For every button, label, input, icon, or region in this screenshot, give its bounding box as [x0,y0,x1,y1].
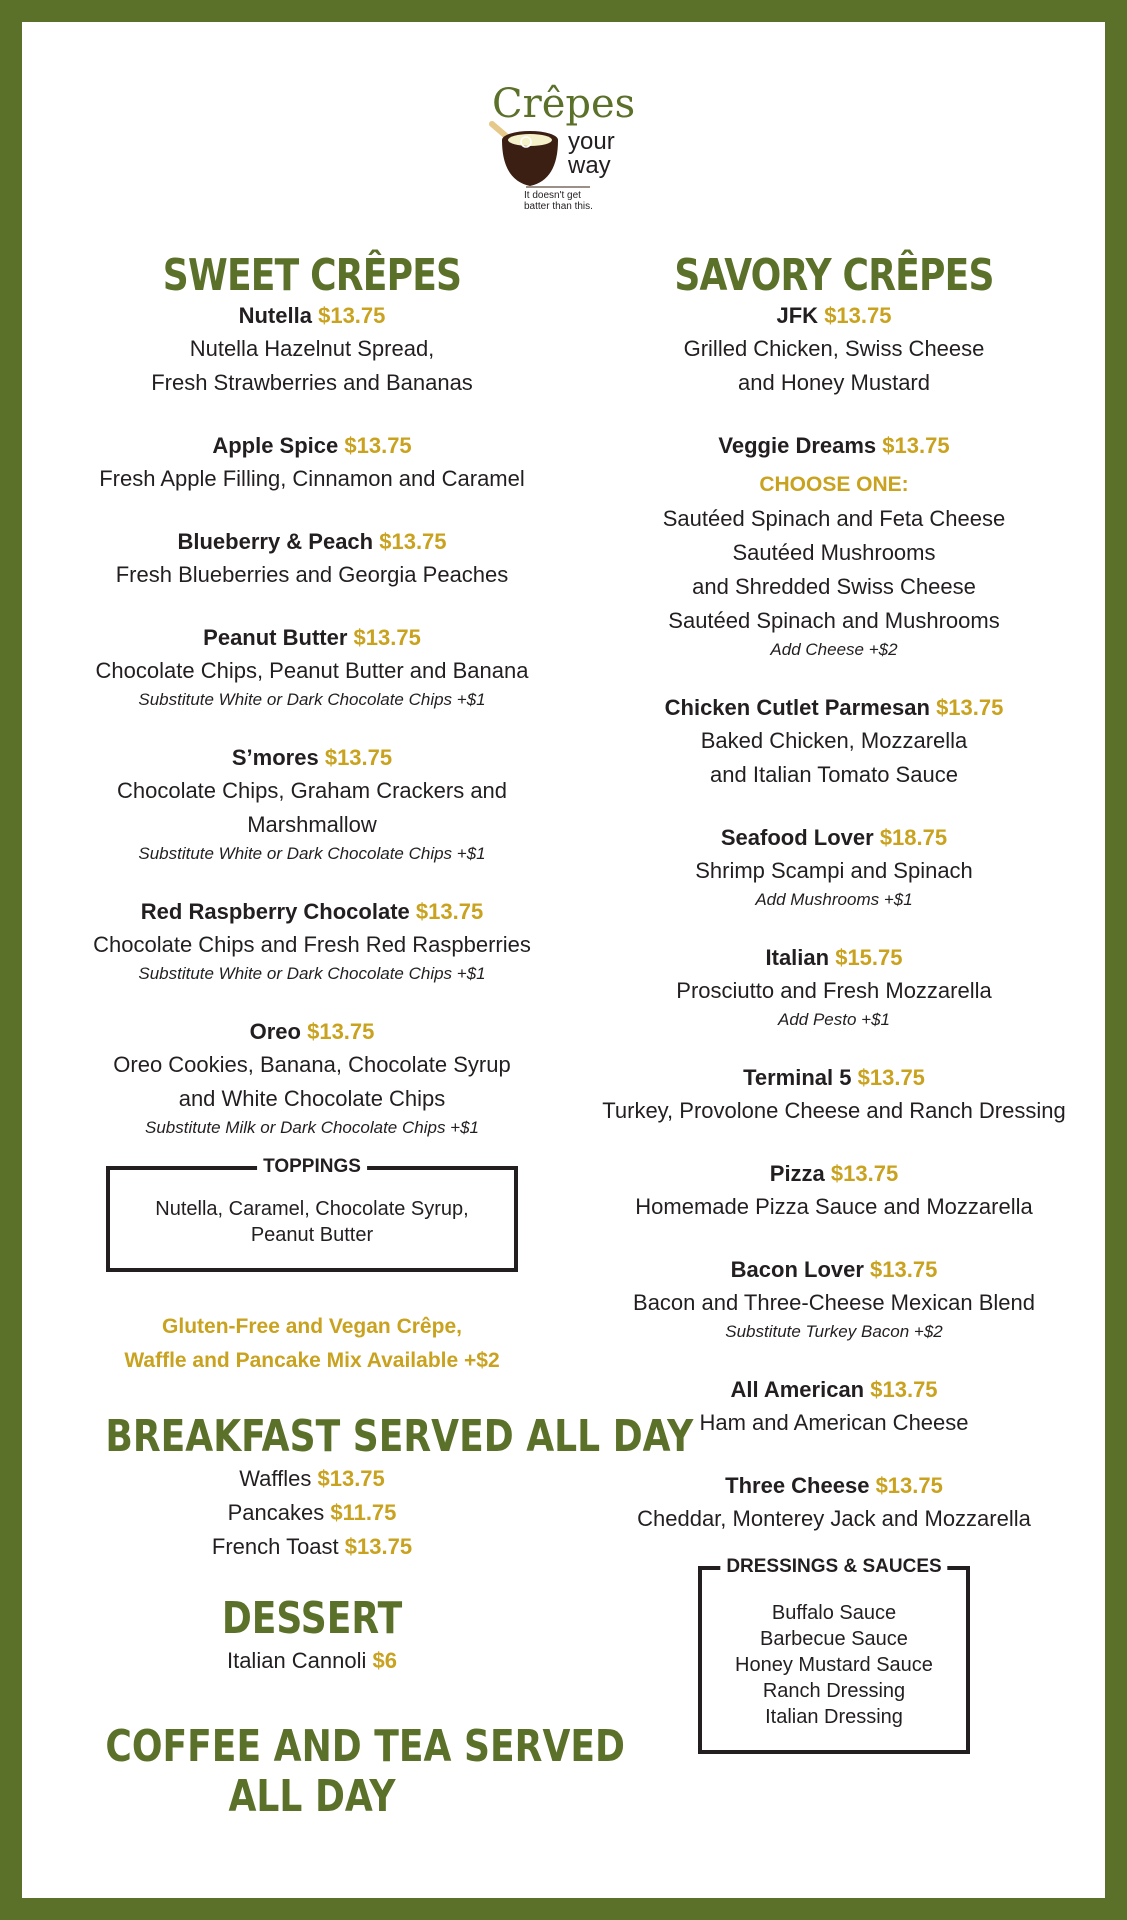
item-desc: Oreo Cookies, Banana, Chocolate Syrup [113,1052,511,1077]
item-price: $13.75 [353,625,421,650]
sweet-title: SWEET CRÊPES [162,250,462,301]
item-desc: Grilled Chicken, Swiss Cheese [683,336,985,361]
item-name: Seafood Lover [720,825,874,850]
menu-item [60,742,564,866]
menu-item [584,1158,1084,1224]
menu-item [584,430,1084,662]
item-price: $11.75 [330,1500,397,1525]
item-name: S’mores [231,745,319,770]
item-note: Substitute White or Dark Chocolate Chips +$1 [138,844,486,863]
item-option: and Shredded Swiss Cheese [692,574,976,599]
item-price: $13.75 [307,1019,375,1044]
item-name: Red Raspberry Chocolate [140,899,410,924]
item-name: Oreo [249,1019,301,1044]
menu-item [584,1254,1084,1344]
item-option: Sautéed Spinach and Feta Cheese [662,506,1006,531]
item-price: $13.75 [379,529,447,554]
menu-item [584,692,1084,792]
toppings-title: TOPPINGS [257,1156,367,1178]
menu-item [584,1470,1084,1536]
toppings-line: Peanut Butter [250,1224,374,1246]
item-option: Sautéed Spinach and Mushrooms [668,608,1000,633]
item-desc: and White Chocolate Chips [178,1086,446,1111]
menu-item [60,896,564,986]
dessert-item [60,1644,564,1678]
item-desc: Ham and American Cheese [699,1410,969,1435]
item-price: $13.75 [415,899,484,924]
menu-page [22,22,1105,1898]
item-desc: Nutella Hazelnut Spread, [189,336,435,361]
item-note: Add Mushrooms +$1 [755,890,913,909]
logo-tagline-1: It doesn't get [524,190,581,201]
item-price: $13.75 [882,433,950,458]
item-desc: Baked Chicken, Mozzarella [700,728,968,753]
menu-item [584,300,1084,400]
dressings-box [698,1556,970,1754]
dessert-title: DESSERT [221,1593,403,1644]
menu-item [60,430,564,496]
item-name: Italian Cannoli [226,1648,367,1673]
dressing-item: Honey Mustard Sauce [735,1654,933,1676]
item-price: $13.75 [875,1473,943,1498]
dressings-title: DRESSINGS & SAUCES [720,1556,947,1578]
item-desc: Fresh Strawberries and Bananas [151,370,473,395]
item-desc: Bacon and Three-Cheese Mexican Blend [633,1290,1035,1315]
choose-one-label: CHOOSE ONE: [759,473,909,496]
dressing-item: Ranch Dressing [762,1680,906,1702]
item-name: Pancakes [227,1500,325,1525]
item-note: Substitute White or Dark Chocolate Chips +$1 [138,964,486,983]
menu-item [60,526,564,592]
logo-tagline-2: batter than this. [524,201,593,212]
item-price: $15.75 [835,945,903,970]
menu-item [60,622,564,712]
menu-item [584,822,1084,912]
item-desc: and Honey Mustard [738,370,930,395]
item-name: Pizza [769,1161,825,1186]
item-desc: Homemade Pizza Sauce and Mozzarella [635,1194,1033,1219]
toppings-line: Nutella, Caramel, Chocolate Syrup, [155,1198,469,1220]
item-name: Peanut Butter [203,625,348,650]
item-name: Three Cheese [725,1473,870,1498]
item-price: $18.75 [879,825,948,850]
item-name: Italian [765,945,830,970]
item-name: Waffles [239,1466,312,1491]
dressing-item: Buffalo Sauce [771,1602,897,1624]
item-price: $13.75 [344,433,412,458]
item-price: $13.75 [824,303,892,328]
item-name: Veggie Dreams [718,433,877,458]
menu-item [584,1062,1084,1128]
breakfast-title: BREAKFAST SERVED ALL DAY [105,1411,694,1462]
item-price: $13.75 [857,1065,925,1090]
item-desc: Chocolate Chips and Fresh Red Raspberries [93,932,531,957]
item-desc: Chocolate Chips, Peanut Butter and Banana [95,658,529,683]
item-price: $13.75 [317,1466,385,1491]
right-column [584,252,1084,1754]
item-price: $6 [372,1648,398,1673]
savory-title: SAVORY CRÊPES [674,250,994,301]
gluten-free-note [60,1310,564,1378]
menu-item [60,300,564,400]
item-name: All American [730,1377,865,1402]
item-price: $13.75 [324,745,393,770]
item-note: Add Cheese +$2 [770,640,898,659]
logo-your: your [568,128,615,155]
breakfast-item [60,1496,564,1530]
item-name: Chicken Cutlet Parmesan [664,695,930,720]
item-price: $13.75 [936,695,1004,720]
item-option: Sautéed Mushrooms [732,540,936,565]
logo-way: way [568,152,611,179]
menu-item [584,1374,1084,1440]
item-desc: and Italian Tomato Sauce [710,762,958,787]
item-note: Substitute White or Dark Chocolate Chips +$1 [138,690,486,709]
dressing-item: Barbecue Sauce [760,1628,908,1650]
item-note: Substitute Milk or Dark Chocolate Chips +$1 [144,1118,479,1137]
item-desc: Fresh Apple Filling, Cinnamon and Caramel [99,466,525,491]
item-desc: Turkey, Provolone Cheese and Ranch Dressing [602,1098,1066,1123]
left-column [60,250,694,1822]
item-name: Terminal 5 [743,1065,852,1090]
item-price: $13.75 [870,1377,938,1402]
toppings-box [106,1156,518,1272]
item-desc: Cheddar, Monterey Jack and Mozzarella [637,1506,1031,1531]
item-name: Blueberry & Peach [177,529,374,554]
item-name: Nutella [238,303,312,328]
dressing-item: Italian Dressing [765,1706,903,1728]
menu-item [584,942,1084,1032]
item-desc: Marshmallow [247,812,377,837]
logo-name: Crêpes [492,81,636,127]
gluten-line: Gluten-Free and Vegan Crêpe, [162,1315,462,1338]
item-name: French Toast [211,1534,339,1559]
item-desc: Shrimp Scampi and Spinach [695,858,973,883]
item-price: $13.75 [318,303,386,328]
item-note: Add Pesto +$1 [777,1010,890,1029]
item-name: Bacon Lover [730,1257,864,1282]
item-note: Substitute Turkey Bacon +$2 [725,1322,943,1341]
menu-item [60,1016,564,1140]
item-price: $13.75 [870,1257,938,1282]
coffee-title-line1: COFFEE AND TEA SERVED [105,1721,625,1772]
item-desc: Chocolate Chips, Graham Crackers and [116,778,508,803]
coffee-title-line2: ALL DAY [228,1771,396,1822]
item-desc: Prosciutto and Fresh Mozzarella [676,978,992,1003]
gluten-line: Waffle and Pancake Mix Available +$2 [124,1349,500,1372]
item-price: $13.75 [344,1534,413,1559]
breakfast-item [60,1462,564,1496]
logo [22,62,1105,222]
item-name: Apple Spice [212,433,339,458]
breakfast-item [60,1530,564,1564]
item-price: $13.75 [830,1161,899,1186]
item-name: JFK [776,303,819,328]
item-desc: Fresh Blueberries and Georgia Peaches [115,562,509,587]
